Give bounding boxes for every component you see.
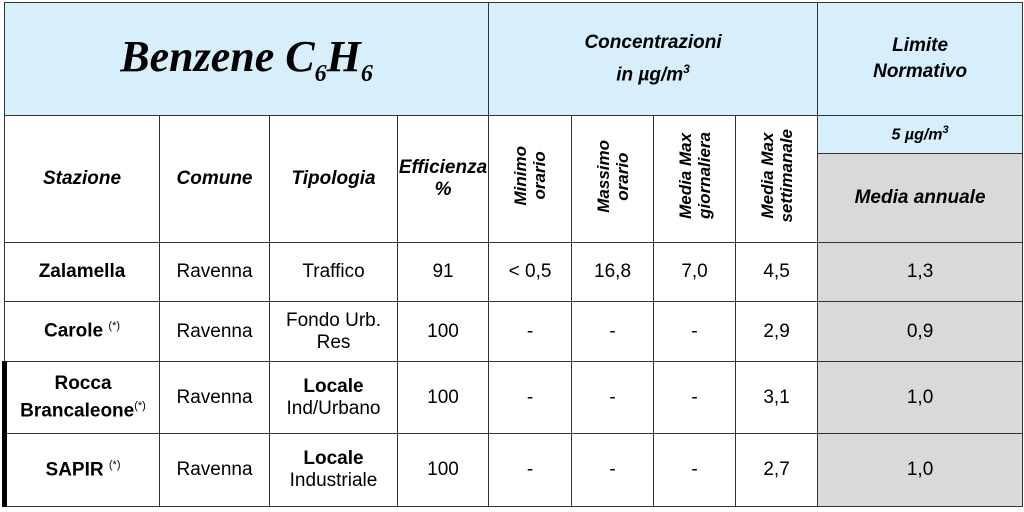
col-media-settimanale: Media Max settimanale — [736, 115, 818, 242]
efficienza-cell: 100 — [398, 361, 489, 434]
massimo-cell: - — [572, 302, 654, 361]
limit-value: 5 $\mu g/m^3$ — [818, 115, 1023, 153]
media-giornaliera-cell: 7,0 — [654, 242, 736, 301]
media-annuale-cell: 1,0 — [818, 434, 1023, 507]
media-settimanale-cell: 4,5 — [736, 242, 818, 301]
col-stazione: Stazione — [5, 115, 160, 242]
table-title: Benzene $C_6H_6$ — [120, 31, 373, 87]
table-row — [5, 361, 1023, 434]
comune-cell: Ravenna — [160, 242, 270, 301]
tipologia-cell: Traffico — [270, 242, 398, 301]
table-title-cell — [5, 3, 489, 116]
media-settimanale-cell: 2,7 — [736, 434, 818, 507]
media-settimanale-cell: 3,1 — [736, 361, 818, 434]
table-row — [5, 242, 1023, 301]
minimo-cell: < 0,5 — [489, 242, 572, 301]
media-annuale-cell: 1,0 — [818, 361, 1023, 434]
media-giornaliera-cell: - — [654, 361, 736, 434]
comune-cell: Ravenna — [160, 434, 270, 507]
station-name: Carole (*) — [5, 302, 160, 361]
station-name: Zalamella — [5, 242, 160, 301]
table-row — [5, 434, 1023, 507]
comune-cell: Ravenna — [160, 361, 270, 434]
col-media-annuale: Media annuale — [818, 154, 1023, 243]
benzene-table — [2, 2, 1023, 507]
minimo-cell: - — [489, 434, 572, 507]
massimo-cell: - — [572, 361, 654, 434]
col-comune: Comune — [160, 115, 270, 242]
media-giornaliera-cell: - — [654, 434, 736, 507]
media-settimanale-cell: 2,9 — [736, 302, 818, 361]
minimo-cell: - — [489, 361, 572, 434]
media-annuale-cell: 0,9 — [818, 302, 1023, 361]
comune-cell: Ravenna — [160, 302, 270, 361]
efficienza-cell: 100 — [398, 434, 489, 507]
col-minimo: Minimo orario — [489, 115, 572, 242]
efficienza-cell: 100 — [398, 302, 489, 361]
table-row — [5, 302, 1023, 361]
station-name: SAPIR (*) — [5, 434, 160, 507]
efficienza-cell: 91 — [398, 242, 489, 301]
col-tipologia: Tipologia — [270, 115, 398, 242]
tipologia-cell: Locale Industriale — [270, 434, 398, 507]
col-massimo: Massimo orario — [572, 115, 654, 242]
media-giornaliera-cell: - — [654, 302, 736, 361]
limit-header: Limite Normativo — [818, 3, 1023, 116]
col-efficienza: Efficienza % — [398, 115, 489, 242]
media-annuale-cell: 1,3 — [818, 242, 1023, 301]
tipologia-cell: Locale Ind/Urbano — [270, 361, 398, 434]
col-media-giornaliera: Media Max giornaliera — [654, 115, 736, 242]
tipologia-cell: Fondo Urb. Res — [270, 302, 398, 361]
massimo-cell: 16,8 — [572, 242, 654, 301]
massimo-cell: - — [572, 434, 654, 507]
station-name: Rocca Brancaleone(*) — [5, 361, 160, 434]
concentrations-header: Concentrazioni in $\mu g/m^3$ — [489, 3, 818, 116]
minimo-cell: - — [489, 302, 572, 361]
